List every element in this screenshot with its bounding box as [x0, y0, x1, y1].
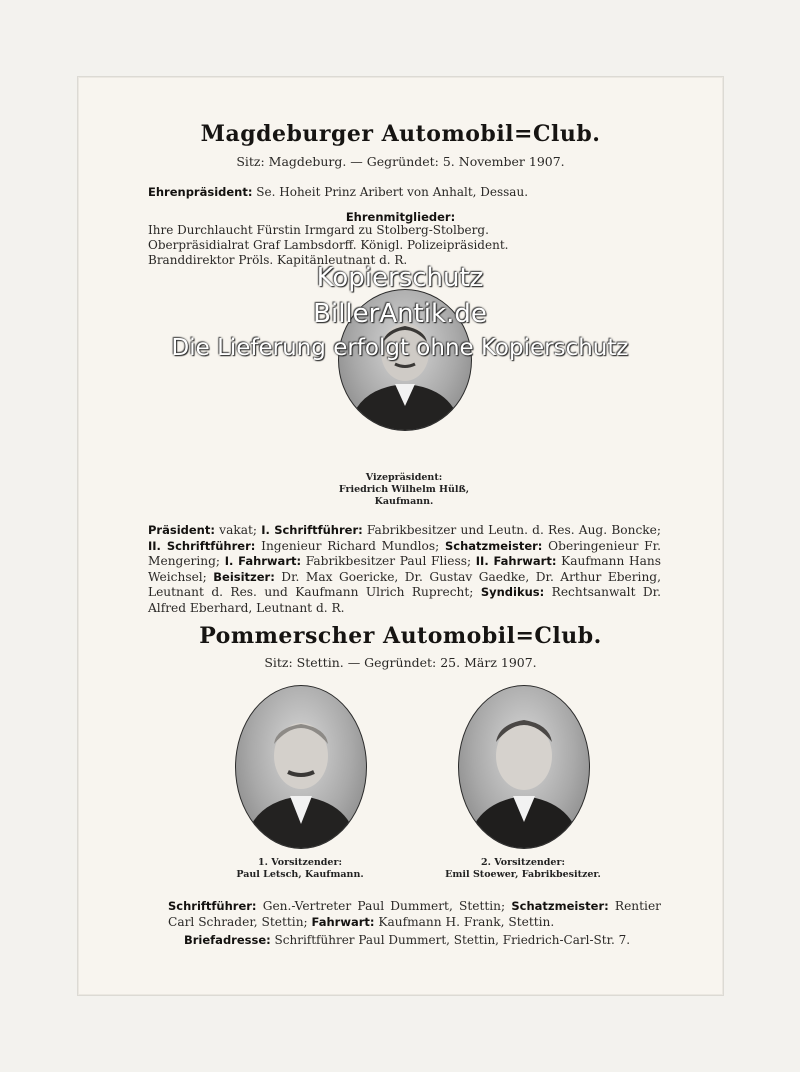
watermark-line-3: Die Lieferung erfolgt ohne Kopierschutz [171, 335, 629, 361]
board-text: Kaufmann Hans Weichsel; [148, 554, 662, 584]
officer-label: Schatzmeister: [511, 899, 609, 913]
pommern-title-text: Pommerscher Automobil=Club. [199, 623, 602, 649]
board-text: Ingenieur Richard Mundlos; [255, 538, 446, 553]
honorary-member-line: Branddirektor Pröls. Kapitänleutnant d. R. [148, 253, 408, 267]
board-text: Dr. Max Goericke, Dr. Gustav Gaedke, Dr. Arthur Ebering, Leutnant d. Res. und Kaufmann Ulrich Ruprecht; [148, 569, 661, 599]
officer-label: Fahrwart: [311, 914, 375, 929]
board-label: Beisitzer: [213, 569, 275, 584]
pommern-address [184, 933, 630, 948]
honorary-president-label: Ehrenpräsident: [148, 185, 253, 199]
watermark-line-1: Kopierschutz [316, 263, 484, 293]
board-label: II. Fahrwart: [475, 554, 557, 568]
portrait-photo [459, 686, 589, 848]
honorary-member-line: Oberpräsidialrat Graf Lambsdorff. Königl. Polizeipräsident. [148, 238, 509, 252]
caption-name: Paul Letsch, Kaufmann. [236, 869, 364, 880]
board-text: Oberingenieur Fr. Mengering; [148, 538, 661, 568]
board-text: Fabrikbesitzer Paul Fliess; [301, 554, 476, 568]
board-text: vakat; [214, 523, 262, 537]
pommern-title [78, 623, 723, 649]
magdeburg-title [78, 121, 723, 147]
address-text: Schriftführer Paul Dummert, Stettin, Friedrich-Carl-Str. 7. [270, 933, 631, 947]
board-label: Präsident: [148, 523, 215, 537]
honorary-members-label: Ehrenmitglieder: [345, 210, 456, 224]
board-text: Rechtsanwalt Dr. Alfred Eberhard, Leutnant d. R. [148, 585, 661, 615]
second-chairman-portrait [458, 685, 590, 849]
officer-text: Gen.-Vertreter Paul Dummert, Stettin; [256, 899, 512, 913]
vice-president-caption [318, 472, 490, 508]
board-label: I. Fahrwart: [224, 554, 302, 568]
board-text: Fabrikbesitzer und Leutn. d. Res. Aug. Boncke; [362, 523, 661, 537]
caption-name: Emil Stoewer, Fabrikbesitzer. [445, 869, 601, 880]
portrait-photo [236, 686, 366, 848]
magdeburg-board [148, 523, 661, 616]
caption-role: 1. Vorsitzender: [258, 857, 342, 868]
board-label: II. Schriftführer: [148, 538, 256, 553]
document-page [77, 76, 724, 996]
officer-text: Rentier Carl Schrader, Stettin; [168, 899, 661, 929]
honorary-member-line: Ihre Durchlaucht Fürstin Irmgard zu Stolberg-Stolberg. [148, 223, 489, 237]
board-label: Syndikus: [480, 585, 545, 599]
board-label: Schatzmeister: [445, 538, 543, 553]
pommern-seat: Sitz: Stettin. — Gegründet: 25. März 1907. [264, 655, 537, 670]
officer-label: Schriftführer: [168, 899, 257, 913]
pommern-officers [168, 899, 661, 930]
board-label: I. Schriftführer: [261, 523, 363, 537]
caption-role: 2. Vorsitzender: [481, 857, 565, 868]
caption-name: Friedrich Wilhelm Hülß, [338, 484, 470, 495]
honorary-president [148, 185, 528, 200]
honorary-president-name: Se. Hoheit Prinz Aribert von Anhalt, Dessau. [256, 185, 529, 199]
magdeburg-seat: Sitz: Magdeburg. — Gegründet: 5. November 1907. [236, 154, 565, 169]
watermark-line-2: BillerAntik.de [313, 299, 487, 329]
address-label: Briefadresse: [184, 933, 271, 947]
caption-role: Vizepräsident: [365, 472, 443, 483]
first-chairman-portrait [235, 685, 367, 849]
caption-profession: Kaufmann. [374, 496, 434, 507]
second-chairman-caption [430, 857, 616, 881]
first-chairman-caption [215, 857, 385, 881]
officer-text: Kaufmann H. Frank, Stettin. [374, 914, 555, 929]
magdeburg-title-text: Magdeburger Automobil=Club. [200, 121, 601, 147]
